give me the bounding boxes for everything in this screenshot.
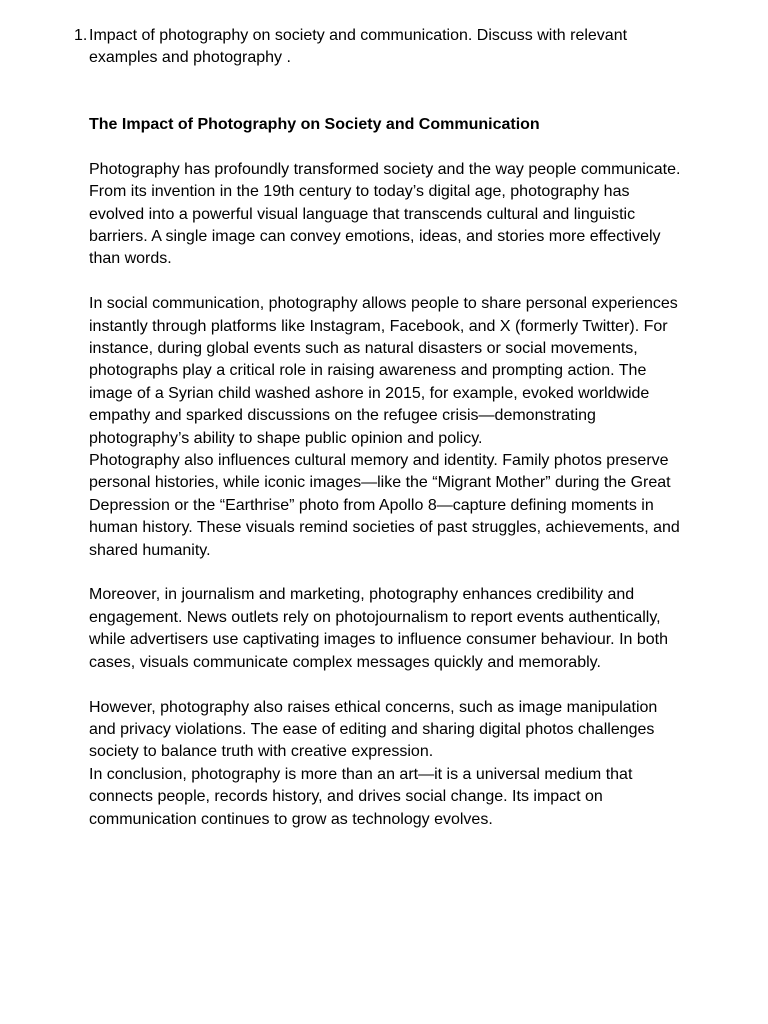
paragraph-social-communication: In social communication, photography allows people to share personal experiences instantly through platforms like Instagram, Facebook, and X (formerly Twitter). For instance, during global events such as natural disasters or social movements, photographs play a critical role in raising awareness and prompting action. The image of a Syrian child washed ashore in 2015, for example, evoked worldwide empathy and sparked discussions on the refugee crisis—demonstrating photography’s ability to shape public opinion and policy. [89, 295, 678, 447]
paragraph-gap [89, 674, 684, 696]
paragraph-conclusion: In conclusion, photography is more than an art—it is a universal medium that connects people, records history, and drives social change. Its impact on communication continues to grow as technology evolves. [89, 765, 633, 828]
paragraph-gap [89, 271, 684, 293]
paragraph-ethical-concerns: However, photography also raises ethical concerns, such as image manipulation and privacy violations. The ease of editing and sharing digital photos challenges society to balance truth with creative expression. [89, 698, 658, 761]
paragraph-gap [89, 562, 684, 584]
article-title: The Impact of Photography on Society and Communication [89, 116, 540, 133]
question-text: Impact of photography on society and communication. Discuss with relevant examples and photography . [89, 27, 628, 67]
question-item [74, 25, 674, 70]
paragraph-cultural-memory: Photography also influences cultural memory and identity. Family photos preserve personal histories, while iconic images—like the “Migrant Mother” during the Great Depression or the “Earthrise” photo from Apollo 8—capture defining moments in human history. These visuals remind societies of past struggles, achievements, and shared humanity. [89, 452, 680, 559]
paragraph-intro: Photography has profoundly transformed society and the way people communicate. From its invention in the 19th century to today’s digital age, photography has evolved into a powerful visual language that transcends cultural and linguistic barriers. A single image can convey emotions, ideas, and stories more effectively than words. [89, 160, 681, 268]
paragraph-journalism-marketing: Moreover, in journalism and marketing, photography enhances credibility and engagement. News outlets rely on photojournalism to report events authentically, while advertisers use captivating images to influence consumer behaviour. In both cases, visuals communicate complex messages quickly and memorably. [89, 586, 668, 671]
question-number: 1. [74, 27, 88, 44]
article [89, 114, 684, 831]
